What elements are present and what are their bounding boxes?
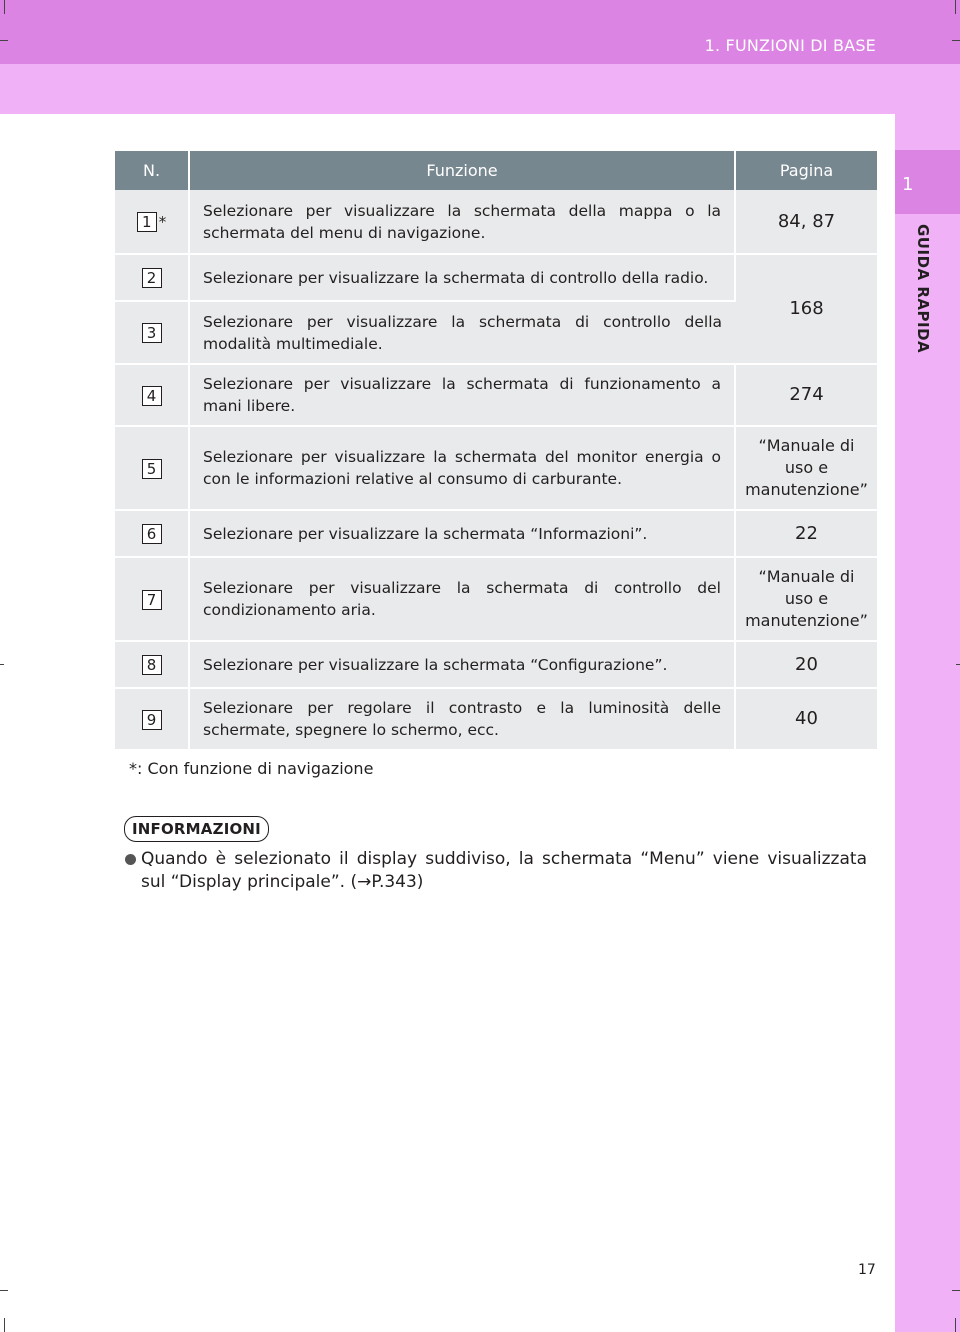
header-number: N. — [115, 151, 189, 190]
row-number-cell — [115, 254, 189, 301]
row-description: Selezionare per regolare il contrasto e la luminosità delle schermate, spegnere lo schermo, ecc. — [189, 688, 735, 750]
crop-mark — [0, 1290, 8, 1291]
bullet-icon — [125, 854, 136, 865]
row-page: “Manuale di uso e manutenzione” — [735, 426, 877, 510]
row-number-cell — [115, 364, 189, 426]
row-number-cell — [115, 510, 189, 557]
number-box: 3 — [142, 323, 162, 343]
row-number-cell — [115, 688, 189, 750]
number-box: 1 — [137, 212, 157, 232]
table-footnote: *: Con funzione di navigazione — [129, 759, 374, 778]
row-description: Selezionare per visualizzare la schermata “Informazioni”. — [189, 510, 735, 557]
table-row — [115, 426, 877, 510]
section-title: 1. FUNZIONI DI BASE — [704, 36, 876, 55]
row-page: 20 — [735, 641, 877, 688]
chapter-number: 1 — [902, 174, 914, 195]
table-row — [115, 557, 877, 641]
row-number-cell — [115, 301, 189, 364]
row-page: 168 — [735, 254, 877, 364]
crop-mark — [0, 40, 8, 41]
row-description: Selezionare per visualizzare la schermata di funzionamento a mani libere. — [189, 364, 735, 426]
number-box: 6 — [142, 524, 162, 544]
crop-mark — [4, 1318, 5, 1332]
header-sub-band — [0, 64, 960, 114]
info-heading: INFORMAZIONI — [124, 816, 269, 842]
table-row — [115, 688, 877, 750]
number-box: 2 — [142, 268, 162, 288]
crop-mark — [0, 664, 4, 665]
table-row — [115, 641, 877, 688]
row-number-cell — [115, 426, 189, 510]
crop-mark — [952, 1290, 960, 1291]
row-description: Selezionare per visualizzare la schermata di controllo del condizionamento aria. — [189, 557, 735, 641]
header-page: Pagina — [735, 151, 877, 190]
crop-mark — [956, 664, 960, 665]
crop-mark — [955, 1318, 956, 1332]
info-text: Quando è selezionato il display suddiviso, la schermata “Menu” viene visualizzata sul “Display principale”. (→P.343) — [141, 849, 867, 892]
row-number-cell — [115, 641, 189, 688]
function-table — [115, 151, 877, 751]
row-page: 274 — [735, 364, 877, 426]
table-row — [115, 510, 877, 557]
row-description: Selezionare per visualizzare la schermata “Configurazione”. — [189, 641, 735, 688]
number-box: 4 — [142, 386, 162, 406]
number-box: 7 — [142, 590, 162, 610]
header-function: Funzione — [189, 151, 735, 190]
row-page: 40 — [735, 688, 877, 750]
table-header-row — [115, 151, 877, 190]
row-number-cell — [115, 557, 189, 641]
number-box: 5 — [142, 459, 162, 479]
row-number-cell — [115, 190, 189, 254]
number-box: 9 — [142, 710, 162, 730]
row-page: “Manuale di uso e manutenzione” — [735, 557, 877, 641]
table-row — [115, 190, 877, 254]
info-item — [125, 848, 867, 894]
row-description: Selezionare per visualizzare la schermata di controllo della radio. — [189, 254, 735, 301]
page-number: 17 — [858, 1262, 876, 1278]
row-description: Selezionare per visualizzare la schermata di controllo della modalità multimediale. — [189, 301, 735, 364]
chapter-label: GUIDA RAPIDA — [914, 224, 932, 354]
crop-mark — [955, 0, 956, 14]
number-box: 8 — [142, 655, 162, 675]
row-page: 84, 87 — [735, 190, 877, 254]
table-row — [115, 254, 877, 301]
crop-mark — [952, 40, 960, 41]
crop-mark — [4, 0, 5, 14]
table-row — [115, 364, 877, 426]
row-description: Selezionare per visualizzare la schermata della mappa o la schermata del menu di navigazione. — [189, 190, 735, 254]
row-description: Selezionare per visualizzare la schermata del monitor energia o con le informazioni relative al consumo di carburante. — [189, 426, 735, 510]
row-page: 22 — [735, 510, 877, 557]
footnote-star: * — [158, 212, 167, 231]
